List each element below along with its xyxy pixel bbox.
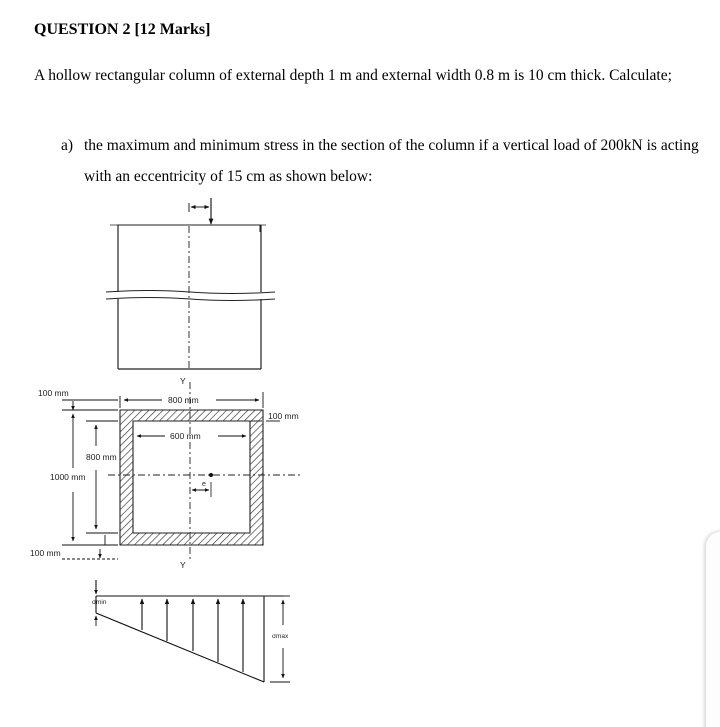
question-intro: A hollow rectangular column of external depth 1 m and external width 0.8 m is 10 cm thick. Calculate; (34, 67, 672, 84)
question-heading: QUESTION 2 [12 Marks] (34, 21, 211, 38)
side-panel-edge[interactable] (706, 532, 720, 727)
label-inner-depth (86, 452, 117, 462)
column-elevation (106, 198, 275, 369)
label-inner-depth-value: 800 mm (86, 452, 117, 462)
label-sigma-max: σmax (272, 633, 289, 640)
part-a-text: the maximum and minimum stress in the section of the column if a vertical load of 200kN is acting with an eccentricity of 15 cm as shown below: (84, 137, 699, 185)
label-axis-bottom: Y (180, 560, 186, 570)
part-a-marker: a) (61, 137, 74, 154)
hollow-section (108, 382, 300, 560)
label-eccentricity: e (202, 481, 206, 488)
label-axis-top: Y (180, 376, 186, 386)
label-outer-depth: 1000 mm (50, 472, 86, 482)
label-thickness-top-left: 100 mm (38, 388, 69, 398)
label-thickness-right: 100 mm (268, 411, 299, 421)
label-inner-width: 600 mm (170, 431, 201, 441)
stress-distribution-diagram (96, 580, 290, 682)
label-sigma-min: σmin (92, 599, 107, 606)
label-thickness-bottom-left: 100 mm (30, 548, 61, 558)
label-outer-width: 800 mm (168, 395, 199, 405)
